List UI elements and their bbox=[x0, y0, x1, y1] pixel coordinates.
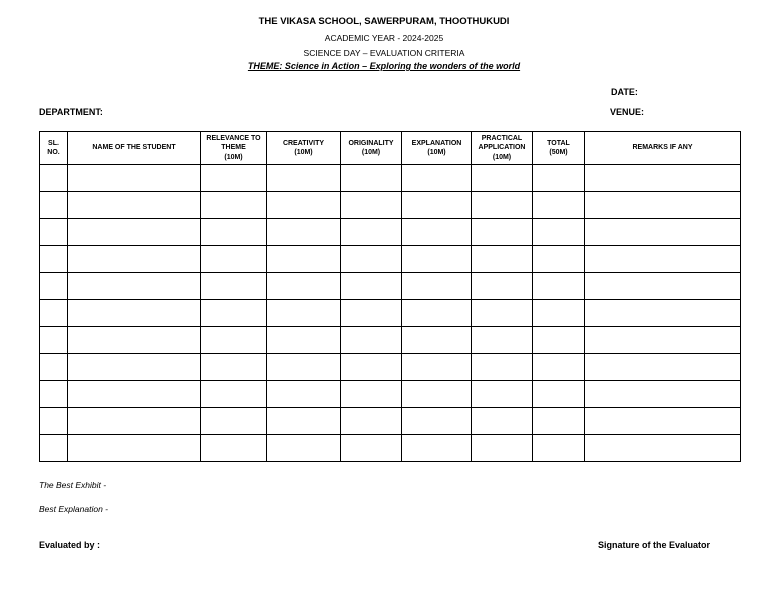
table-cell[interactable] bbox=[585, 219, 741, 246]
table-row bbox=[40, 192, 741, 219]
table-cell[interactable] bbox=[402, 408, 472, 435]
date-label: DATE: bbox=[611, 87, 638, 97]
table-cell[interactable] bbox=[267, 273, 341, 300]
table-cell[interactable] bbox=[267, 192, 341, 219]
table-cell[interactable] bbox=[585, 246, 741, 273]
table-cell[interactable] bbox=[402, 246, 472, 273]
table-cell[interactable] bbox=[402, 435, 472, 462]
table-row bbox=[40, 408, 741, 435]
column-header-line: RELEVANCE TO bbox=[206, 135, 261, 143]
department-label: DEPARTMENT: bbox=[39, 107, 103, 117]
table-cell[interactable] bbox=[40, 408, 68, 435]
table-cell[interactable] bbox=[585, 165, 741, 192]
table-cell[interactable] bbox=[585, 354, 741, 381]
school-name: THE VIKASA SCHOOL, SAWERPURAM, THOOTHUKUDI bbox=[258, 16, 510, 27]
table-cell[interactable] bbox=[472, 327, 533, 354]
table-cell[interactable] bbox=[68, 246, 201, 273]
table-cell[interactable] bbox=[341, 273, 402, 300]
table-cell[interactable] bbox=[402, 219, 472, 246]
table-row bbox=[40, 327, 741, 354]
table-cell[interactable] bbox=[68, 408, 201, 435]
table-cell[interactable] bbox=[341, 408, 402, 435]
column-header-line: (10M) bbox=[492, 153, 512, 161]
table-row bbox=[40, 273, 741, 300]
column-header-line: CREATIVITY bbox=[282, 139, 325, 147]
table-cell[interactable] bbox=[201, 219, 267, 246]
academic-year: ACADEMIC YEAR - 2024-2025 bbox=[324, 33, 444, 43]
evaluation-table bbox=[39, 131, 741, 462]
table-cell[interactable] bbox=[201, 381, 267, 408]
table-cell[interactable] bbox=[40, 327, 68, 354]
column-header bbox=[472, 132, 533, 165]
best-explanation-label: Best Explanation - bbox=[39, 504, 108, 514]
evaluator-signature-label: Signature of the Evaluator bbox=[598, 540, 711, 550]
column-header bbox=[402, 132, 472, 165]
event-title: SCIENCE DAY – EVALUATION CRITERIA bbox=[303, 48, 465, 58]
table-cell[interactable] bbox=[585, 300, 741, 327]
table-cell[interactable] bbox=[341, 354, 402, 381]
table-cell[interactable] bbox=[472, 300, 533, 327]
table-cell[interactable] bbox=[201, 327, 267, 354]
table-cell[interactable] bbox=[201, 246, 267, 273]
table-cell[interactable] bbox=[267, 327, 341, 354]
table-cell[interactable] bbox=[68, 327, 201, 354]
table-cell[interactable] bbox=[533, 327, 585, 354]
table-row bbox=[40, 219, 741, 246]
table-body bbox=[40, 165, 741, 462]
table-cell[interactable] bbox=[533, 408, 585, 435]
table-cell[interactable] bbox=[201, 408, 267, 435]
venue-label: VENUE: bbox=[610, 107, 645, 117]
table-cell[interactable] bbox=[40, 273, 68, 300]
column-header-line: (10M) bbox=[361, 149, 381, 156]
column-header-line: ORIGINALITY bbox=[348, 139, 394, 147]
table-cell[interactable] bbox=[472, 435, 533, 462]
table-cell[interactable] bbox=[68, 273, 201, 300]
table-cell[interactable] bbox=[533, 192, 585, 219]
table-cell[interactable] bbox=[201, 354, 267, 381]
table-cell[interactable] bbox=[341, 192, 402, 219]
table-cell[interactable] bbox=[201, 192, 267, 219]
table-cell[interactable] bbox=[40, 381, 68, 408]
column-header-line: NAME OF THE STUDENT bbox=[92, 144, 176, 152]
table-cell[interactable] bbox=[267, 408, 341, 435]
table-header-row bbox=[40, 132, 741, 165]
table-cell[interactable] bbox=[585, 381, 741, 408]
table-cell[interactable] bbox=[533, 219, 585, 246]
table-cell[interactable] bbox=[585, 435, 741, 462]
table-cell[interactable] bbox=[533, 354, 585, 381]
column-header-line: SL. bbox=[48, 139, 59, 147]
column-header-line: NO. bbox=[47, 149, 60, 156]
evaluated-by-label: Evaluated by : bbox=[39, 540, 101, 550]
table-row bbox=[40, 354, 741, 381]
table-cell[interactable] bbox=[533, 165, 585, 192]
table-cell[interactable] bbox=[402, 165, 472, 192]
table-cell[interactable] bbox=[472, 354, 533, 381]
best-exhibit-label: The Best Exhibit - bbox=[39, 480, 107, 490]
table-cell[interactable] bbox=[341, 219, 402, 246]
table-cell[interactable] bbox=[472, 246, 533, 273]
table-cell[interactable] bbox=[585, 327, 741, 354]
table-row bbox=[40, 165, 741, 192]
table-cell[interactable] bbox=[402, 273, 472, 300]
table-cell[interactable] bbox=[267, 165, 341, 192]
table-cell[interactable] bbox=[68, 435, 201, 462]
column-header bbox=[533, 132, 585, 165]
table-cell[interactable] bbox=[472, 381, 533, 408]
column-header-line: APPLICATION bbox=[478, 144, 526, 152]
column-header bbox=[267, 132, 341, 165]
table-row bbox=[40, 381, 741, 408]
table-cell[interactable] bbox=[341, 435, 402, 462]
table-cell[interactable] bbox=[533, 273, 585, 300]
column-header bbox=[585, 132, 741, 165]
column-header-line: PRACTICAL bbox=[481, 135, 523, 143]
table-cell[interactable] bbox=[68, 300, 201, 327]
table-cell[interactable] bbox=[341, 300, 402, 327]
table-cell[interactable] bbox=[402, 300, 472, 327]
table-cell[interactable] bbox=[201, 435, 267, 462]
table-cell[interactable] bbox=[402, 192, 472, 219]
column-header-line: (50M) bbox=[549, 149, 568, 156]
table-cell[interactable] bbox=[68, 165, 201, 192]
theme-title: THEME: Science in Action – Exploring the wonders of the world bbox=[247, 61, 521, 71]
column-header bbox=[40, 132, 68, 165]
column-header-line: (10M) bbox=[427, 149, 446, 156]
table-cell[interactable] bbox=[402, 327, 472, 354]
table-cell[interactable] bbox=[472, 408, 533, 435]
table-cell[interactable] bbox=[533, 435, 585, 462]
table-cell[interactable] bbox=[402, 381, 472, 408]
table-cell[interactable] bbox=[267, 219, 341, 246]
table-cell[interactable] bbox=[40, 300, 68, 327]
table-cell[interactable] bbox=[267, 300, 341, 327]
table-cell[interactable] bbox=[472, 273, 533, 300]
column-header-line: EXPLANATION bbox=[411, 139, 462, 147]
column-header bbox=[68, 132, 201, 165]
table-cell[interactable] bbox=[267, 435, 341, 462]
column-header-line: (10M) bbox=[294, 149, 313, 156]
table-cell[interactable] bbox=[472, 165, 533, 192]
table-cell[interactable] bbox=[201, 165, 267, 192]
table-cell[interactable] bbox=[472, 192, 533, 219]
table-cell[interactable] bbox=[201, 300, 267, 327]
table-cell[interactable] bbox=[585, 273, 741, 300]
table-row bbox=[40, 435, 741, 462]
column-header bbox=[201, 132, 267, 165]
table-cell[interactable] bbox=[341, 381, 402, 408]
table-cell[interactable] bbox=[40, 246, 68, 273]
column-header-line: THEME bbox=[221, 144, 246, 152]
table-cell[interactable] bbox=[402, 354, 472, 381]
table-cell[interactable] bbox=[341, 165, 402, 192]
table-row bbox=[40, 246, 741, 273]
table-cell[interactable] bbox=[40, 192, 68, 219]
column-header-line: TOTAL bbox=[547, 139, 570, 147]
table-cell[interactable] bbox=[533, 300, 585, 327]
table-cell[interactable] bbox=[267, 381, 341, 408]
table-cell[interactable] bbox=[585, 192, 741, 219]
table-cell[interactable] bbox=[585, 408, 741, 435]
column-header-line: (10M) bbox=[224, 153, 243, 161]
table-cell[interactable] bbox=[533, 246, 585, 273]
table-cell[interactable] bbox=[267, 354, 341, 381]
table-cell[interactable] bbox=[533, 381, 585, 408]
table-cell[interactable] bbox=[68, 354, 201, 381]
table-row bbox=[40, 300, 741, 327]
table-cell[interactable] bbox=[40, 165, 68, 192]
column-header-line: REMARKS IF ANY bbox=[632, 144, 693, 152]
table-cell[interactable] bbox=[341, 327, 402, 354]
table-cell[interactable] bbox=[341, 246, 402, 273]
table-cell[interactable] bbox=[68, 192, 201, 219]
table-cell[interactable] bbox=[68, 219, 201, 246]
table-cell[interactable] bbox=[267, 246, 341, 273]
table-cell[interactable] bbox=[201, 273, 267, 300]
table-cell[interactable] bbox=[472, 219, 533, 246]
table-cell[interactable] bbox=[40, 435, 68, 462]
table-cell[interactable] bbox=[68, 381, 201, 408]
table-cell[interactable] bbox=[40, 219, 68, 246]
column-header bbox=[341, 132, 402, 165]
table-cell[interactable] bbox=[40, 354, 68, 381]
